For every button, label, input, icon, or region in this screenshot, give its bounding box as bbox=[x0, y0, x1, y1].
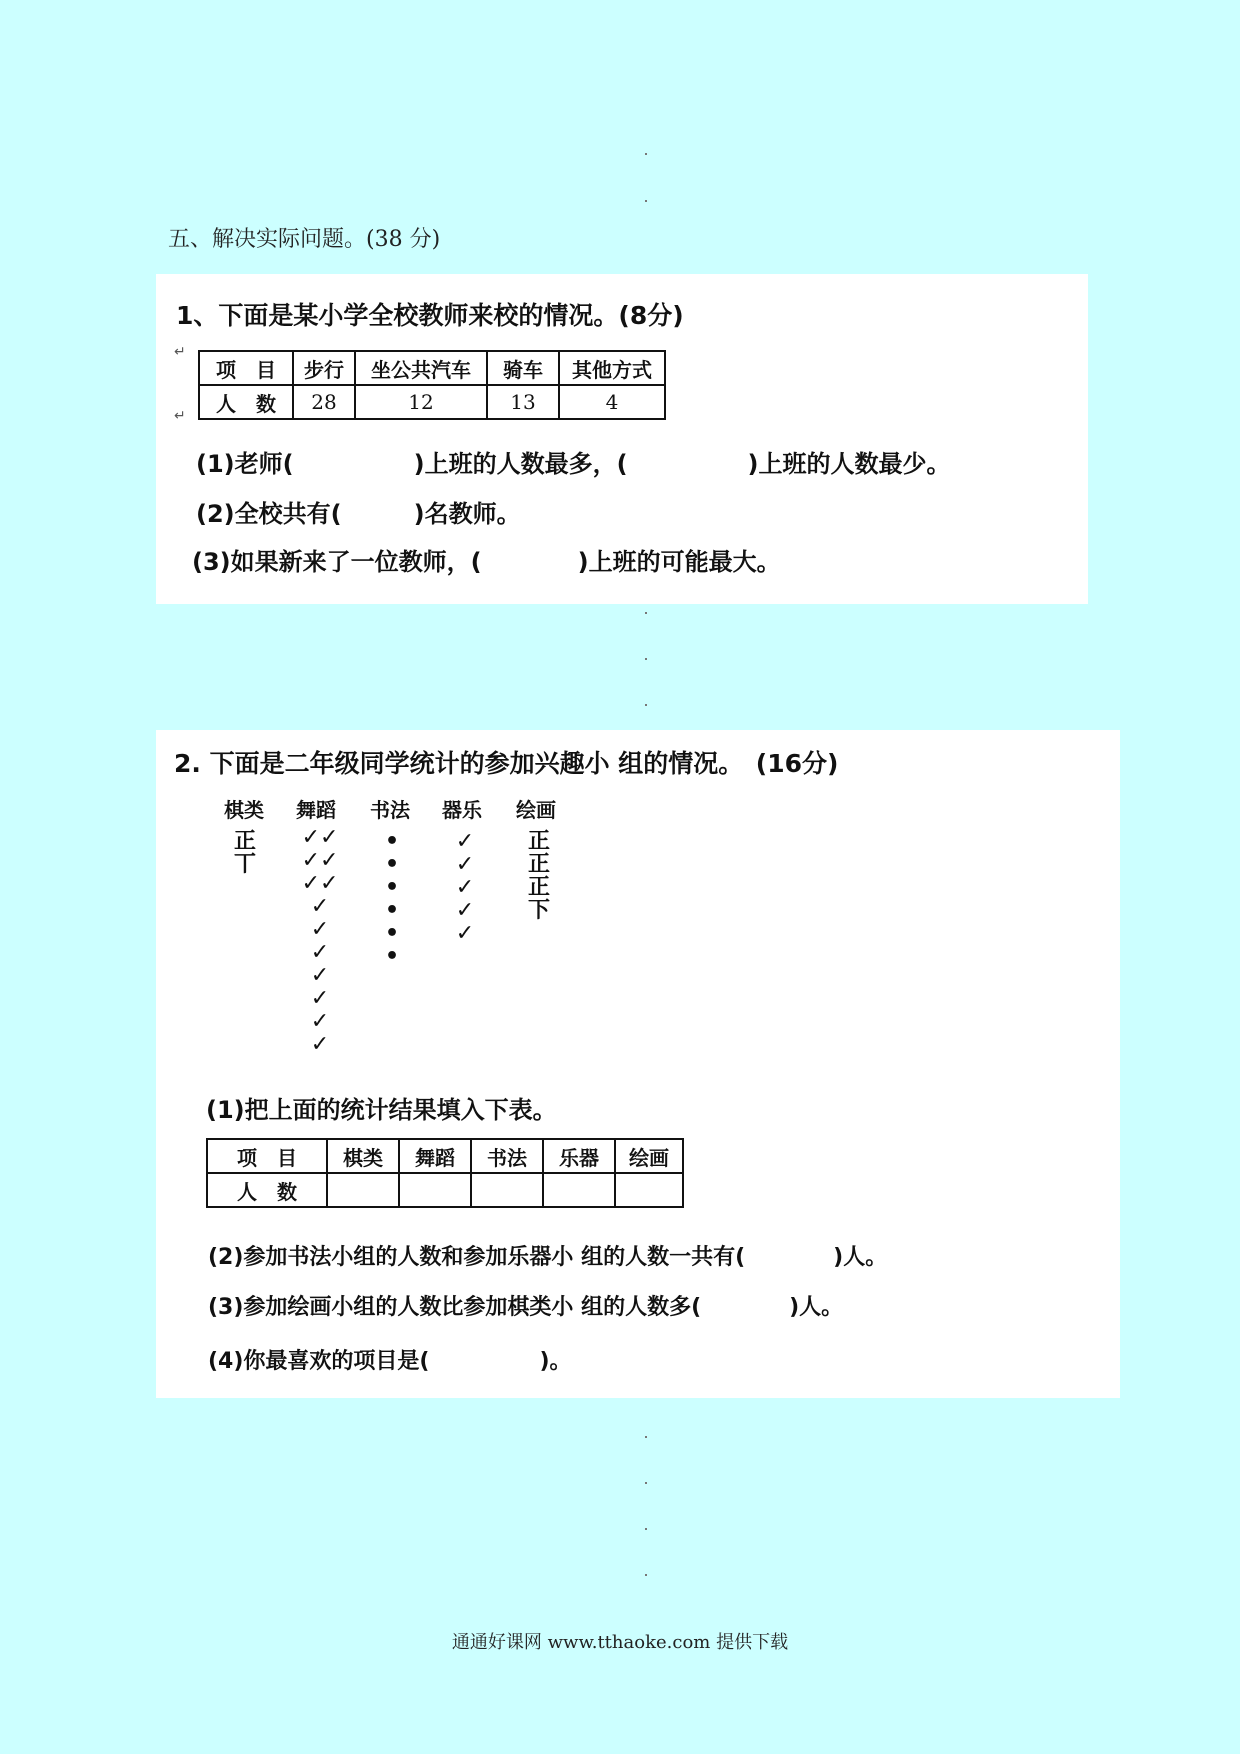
tally-mark: 丅 bbox=[233, 852, 256, 877]
q1-subquestion-2: (2)全校共有( )名教师。 bbox=[196, 500, 521, 528]
tally-mark: ✓ bbox=[310, 917, 330, 942]
tally-mark: ✓✓ bbox=[301, 825, 339, 850]
q2-subquestion-3: (3)参加绘画小组的人数比参加棋类小 组的人数多( )人。 bbox=[208, 1295, 844, 1320]
table-row bbox=[199, 385, 665, 419]
table-header-cell: 项 目 bbox=[207, 1139, 327, 1173]
q2-table bbox=[206, 1138, 684, 1208]
tally-mark: • bbox=[384, 829, 400, 854]
paragraph-dot bbox=[645, 200, 647, 202]
tally-mark: ✓ bbox=[310, 894, 330, 919]
question-2-title: 2. 下面是二年级同学统计的参加兴趣小 组的情况。 (16分) bbox=[174, 749, 839, 778]
tally-mark: ✓ bbox=[310, 963, 330, 988]
tally-header: 绘画 bbox=[516, 798, 556, 822]
tally-mark: • bbox=[384, 944, 400, 969]
tally-mark: 正 bbox=[527, 852, 550, 877]
tally-mark: ✓ bbox=[455, 921, 475, 946]
q2-subquestion-1: (1)把上面的统计结果填入下表。 bbox=[206, 1096, 557, 1124]
tally-header: 书法 bbox=[370, 798, 410, 822]
paragraph-dot bbox=[645, 704, 647, 706]
tally-header: 棋类 bbox=[224, 798, 264, 822]
paragraph-dot bbox=[645, 1436, 647, 1438]
tally-qiyue bbox=[450, 830, 480, 945]
q2-subquestion-2: (2)参加书法小组的人数和参加乐器小 组的人数一共有( )人。 bbox=[208, 1245, 888, 1270]
table-header-cell: 其他方式 bbox=[559, 351, 665, 385]
table-header-cell: 棋类 bbox=[327, 1139, 399, 1173]
tally-mark: ✓ bbox=[310, 1009, 330, 1034]
answer-cell[interactable] bbox=[399, 1173, 471, 1207]
paragraph-dot bbox=[645, 1574, 647, 1576]
tally-mark: • bbox=[384, 921, 400, 946]
q2-subquestion-4: (4)你最喜欢的项目是( )。 bbox=[208, 1349, 572, 1374]
table-cell: 12 bbox=[355, 385, 487, 419]
question-1-title: 1、下面是某小学全校教师来校的情况。(8分) bbox=[176, 301, 684, 330]
tally-shufa bbox=[382, 830, 402, 968]
return-mark: ↵ bbox=[174, 344, 186, 360]
q1-subquestion-1: (1)老师( )上班的人数最多，( )上班的人数最少。 bbox=[196, 450, 951, 478]
section-title: 五、解决实际问题。(38 分) bbox=[168, 227, 441, 252]
tally-mark: ✓✓ bbox=[301, 871, 339, 896]
tally-mark: 正 bbox=[233, 829, 256, 854]
tally-mark: ✓✓ bbox=[301, 848, 339, 873]
tally-header: 舞蹈 bbox=[296, 798, 336, 822]
q1-table bbox=[198, 350, 666, 420]
answer-cell[interactable] bbox=[615, 1173, 683, 1207]
paragraph-dot bbox=[645, 153, 647, 155]
question-1-panel bbox=[156, 274, 1088, 604]
tally-mark: ✓ bbox=[455, 852, 475, 877]
answer-cell[interactable] bbox=[327, 1173, 399, 1207]
table-cell: 人 数 bbox=[207, 1173, 327, 1207]
table-header-cell: 乐器 bbox=[543, 1139, 615, 1173]
tally-mark: ✓ bbox=[310, 1032, 330, 1057]
tally-mark: ✓ bbox=[455, 829, 475, 854]
table-header-cell: 步行 bbox=[293, 351, 355, 385]
table-cell: 28 bbox=[293, 385, 355, 419]
table-header-cell: 书法 bbox=[471, 1139, 543, 1173]
tally-mark: • bbox=[384, 852, 400, 877]
paragraph-dot bbox=[645, 1528, 647, 1530]
q1-subquestion-3: (3)如果新来了一位教师，( )上班的可能最大。 bbox=[192, 548, 781, 576]
table-header-cell: 绘画 bbox=[615, 1139, 683, 1173]
table-cell: 人 数 bbox=[199, 385, 293, 419]
table-row bbox=[199, 351, 665, 385]
question-2-panel bbox=[156, 730, 1120, 1398]
paragraph-dot bbox=[645, 658, 647, 660]
tally-huihua bbox=[526, 830, 552, 922]
answer-cell[interactable] bbox=[543, 1173, 615, 1207]
tally-qilei bbox=[232, 830, 258, 876]
table-header-cell: 骑车 bbox=[487, 351, 559, 385]
table-header-cell: 舞蹈 bbox=[399, 1139, 471, 1173]
table-header-cell: 坐公共汽车 bbox=[355, 351, 487, 385]
tally-wudao bbox=[290, 826, 350, 1056]
tally-mark: 正 bbox=[527, 829, 550, 854]
tally-mark: ✓ bbox=[455, 898, 475, 923]
paragraph-dot bbox=[645, 612, 647, 614]
tally-mark: ✓ bbox=[310, 940, 330, 965]
footer-credit: 通通好课网 www.tthaoke.com 提供下载 bbox=[451, 1632, 789, 1653]
tally-mark: • bbox=[384, 898, 400, 923]
tally-header: 器乐 bbox=[442, 798, 482, 822]
table-row bbox=[207, 1139, 683, 1173]
tally-mark: 下 bbox=[527, 898, 550, 923]
tally-mark: ✓ bbox=[310, 986, 330, 1011]
table-cell: 4 bbox=[559, 385, 665, 419]
tally-mark: ✓ bbox=[455, 875, 475, 900]
paragraph-dot bbox=[645, 1482, 647, 1484]
table-cell: 13 bbox=[487, 385, 559, 419]
return-mark: ↵ bbox=[174, 408, 186, 424]
table-row bbox=[207, 1173, 683, 1207]
tally-mark: 正 bbox=[527, 875, 550, 900]
table-header-cell: 项 目 bbox=[199, 351, 293, 385]
answer-cell[interactable] bbox=[471, 1173, 543, 1207]
tally-mark: • bbox=[384, 875, 400, 900]
